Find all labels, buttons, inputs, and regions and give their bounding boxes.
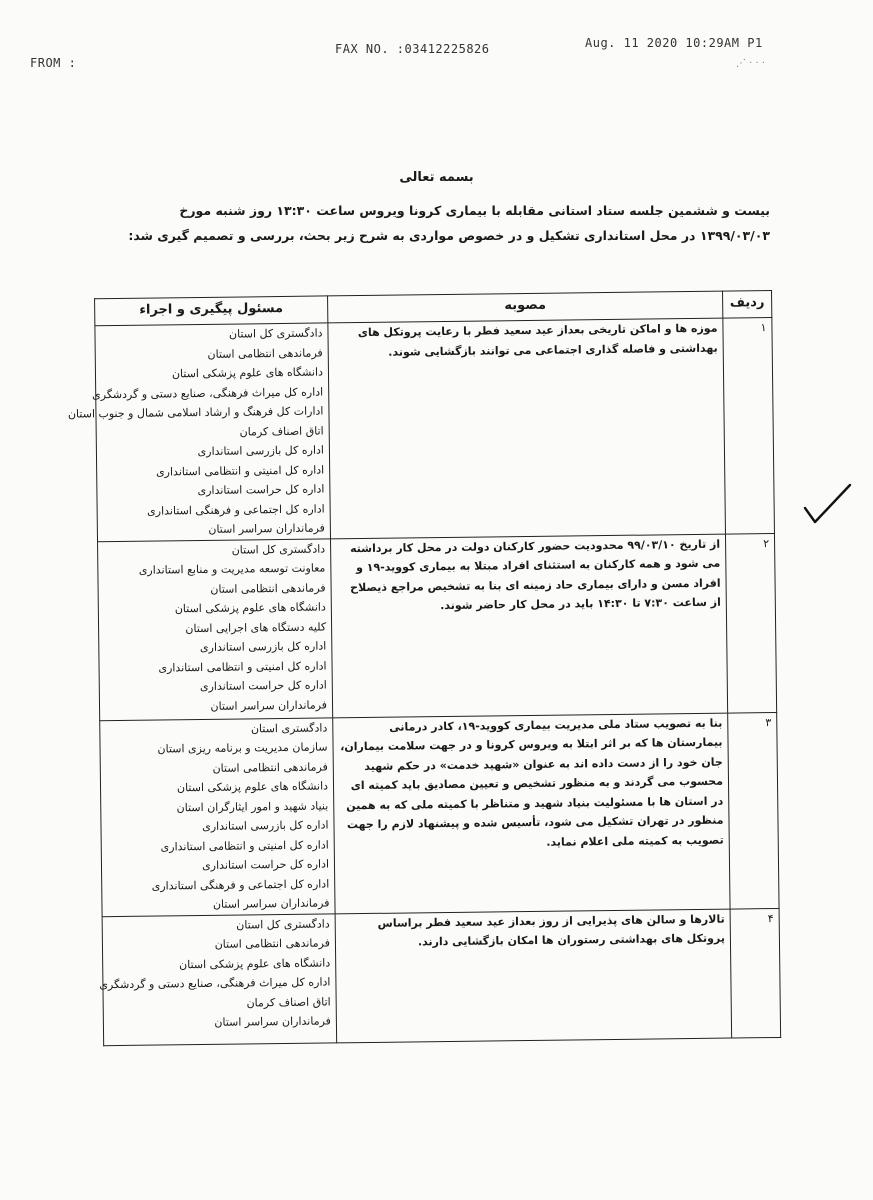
responsible-item: ادارات کل فرهنگ و ارشاد اسلامی شمال و جنوب استان: [67, 404, 324, 421]
header-responsible: مسئول پیگیری و اجراء: [95, 296, 328, 326]
responsible-item: اداره کل امنیتی و انتظامی استانداری: [160, 837, 329, 854]
responsible-item: سازمان مدیریت و برنامه ریزی استان: [157, 740, 328, 756]
table-row: [95, 318, 775, 542]
responsible-item: اداره کل اجتماعی و فرهنگی استانداری: [147, 501, 325, 518]
document-title: بسمه تعالی: [399, 170, 474, 185]
responsible-item: اتاق اصناف کرمان: [239, 423, 324, 439]
responsible-item: فرماندهی انتظامی استان: [210, 580, 326, 596]
responsible-item: فرماندهی انتظامی استان: [214, 936, 331, 951]
resolution-text: از تاریخ ۹۹/۰۳/۱۰ محدودیت حضور کارکنان دولت در محل کار برداشته می شود و همه کارکنان به استثنای افراد مبتلا به بیماری کووید-۱۹ و افراد مسن و دارای بیماری حاد زمینه ای بنا به تشخیص مراجع ذیصلاح از ساعت ۷:۳۰ تا ۱۴:۳۰ باید در محل کار حاضر شوند.: [331, 534, 728, 718]
responsible-item: فرمانداران سراسر استان: [212, 896, 330, 911]
row-number: ۱: [723, 318, 775, 534]
resolutions-table: [67, 290, 781, 1046]
responsible-item: اداره کل اجتماعی و فرهنگی استانداری: [151, 876, 330, 893]
table-row: [98, 533, 777, 720]
row-number: ۲: [725, 533, 776, 713]
responsible-item: فرماندهی انتظامی استان: [207, 345, 323, 361]
responsible-item: اداره کل حراست استانداری: [199, 678, 327, 694]
responsible-item: دادگستری کل استان: [236, 916, 330, 932]
responsible-item: اداره کل میراث فرهنگی، صنایع دستی و گردشگری: [99, 975, 331, 992]
responsible-list: [67, 323, 331, 541]
responsible-item: دانشگاه های علوم پزشکی استان: [176, 779, 329, 795]
responsible-item: اداره کل حراست استانداری: [197, 482, 325, 498]
responsible-item: دادگستری کل استان: [231, 541, 326, 557]
header-resolution: مصوبه: [328, 291, 723, 323]
responsible-item: اداره کل بازرسی استانداری: [202, 818, 329, 834]
responsible-item: اداره کل بازرسی استانداری: [199, 639, 327, 655]
table-row: [102, 908, 781, 1045]
responsible-item: معاونت توسعه مدیریت و منابع استانداری: [138, 561, 326, 577]
responsible-item: فرمانداران سراسر استان: [210, 697, 328, 713]
responsible-item: دانشگاه های علوم پزشکی استان: [171, 365, 324, 381]
resolution-text: موزه ها و اماکن تاریخی بعداز عید سعید فطر با رعایت پروتکل های بهداشتی و فاصله گذاری اجتماعی می توانند بازگشایی شوند.: [328, 318, 726, 538]
responsible-item: اداره کل بازرسی استانداری: [197, 443, 325, 459]
fax-number: FAX NO. :03412225826: [335, 42, 490, 56]
checkmark-icon: [802, 482, 854, 528]
responsible-item: اتاق اصناف کرمان: [246, 994, 331, 1009]
responsible-item: دادگستری استان: [250, 720, 328, 735]
responsible-list: [100, 717, 335, 916]
resolution-text: تالارها و سالن های پذیرایی از روز بعداز عید سعید فطر براساس پروتکل های بهداشتی رستوران ها امکان بازگشایی دارند.: [335, 909, 732, 1043]
fax-from-label: FROM :: [30, 56, 77, 70]
responsible-item: فرماندهی انتظامی استان: [212, 759, 328, 775]
responsible-item: اداره کل امنیتی و انتظامی استانداری: [155, 462, 325, 479]
responsible-item: کلیه دستگاه های اجرایی استان: [185, 619, 327, 635]
table-row: [100, 712, 779, 916]
scan-specks: ⋰ · ‧ ‧: [736, 58, 766, 69]
responsible-item: اداره کل امنیتی و انتظامی استانداری: [158, 658, 327, 675]
responsible-item: اداره کل حراست استانداری: [202, 857, 330, 873]
responsible-item: اداره کل میراث فرهنگی، صنایع دستی و گردشگری: [92, 384, 324, 401]
row-number: ۴: [730, 908, 781, 1038]
responsible-item: دانشگاه های علوم پزشکی استان: [174, 600, 326, 616]
responsible-item: فرمانداران سراسر استان: [208, 521, 325, 536]
responsible-item: دانشگاه های علوم پزشکی استان: [179, 955, 331, 971]
fax-date: Aug. 11 2020 10:29AM P1: [585, 36, 763, 50]
responsible-item: فرمانداران سراسر استان: [214, 1014, 331, 1029]
responsible-item: دادگستری کل استان: [228, 326, 323, 341]
intro-paragraph: بیست و ششمین جلسه ستاد استانی مقابله با بیماری کرونا ویروس ساعت ۱۳:۳۰ روز شنبه مورخ ۱۳۹۹/۰۳/۰۳ در محل استانداری تشکیل و در خصوص مواردی به شرح زیر بحث، بررسی و تصمیم گیری شد:: [128, 203, 770, 243]
responsible-item: بنیاد شهید و امور ایثارگران استان: [176, 798, 329, 814]
resolution-text: بنا به تصویب ستاد ملی مدیریت بیماری کووید-۱۹، کادر درمانی بیمارستان ها که بر اثر ابتلا به ویروس کرونا و در جهت سلامت بیماران، جان خود را از دست داده اند به عنوان «شهید خدمت» در حکم شهید محسوب می گردند و به منظور تشخیص و تعیین مصادیق باید کمیته ای در استان ها با مسئولیت بنیاد شهید و متناظر با کمیته ملی که به همین منظور در تهران تشکیل می شود، تأسیس شده و پیشنهاد لازم را جهت تصویب به کمیته ملی اعلام نماید.: [333, 713, 730, 914]
responsible-list: [98, 538, 333, 720]
header-row-number: ردیف: [723, 291, 772, 319]
responsible-list: [99, 913, 337, 1045]
row-number: ۳: [728, 712, 779, 909]
